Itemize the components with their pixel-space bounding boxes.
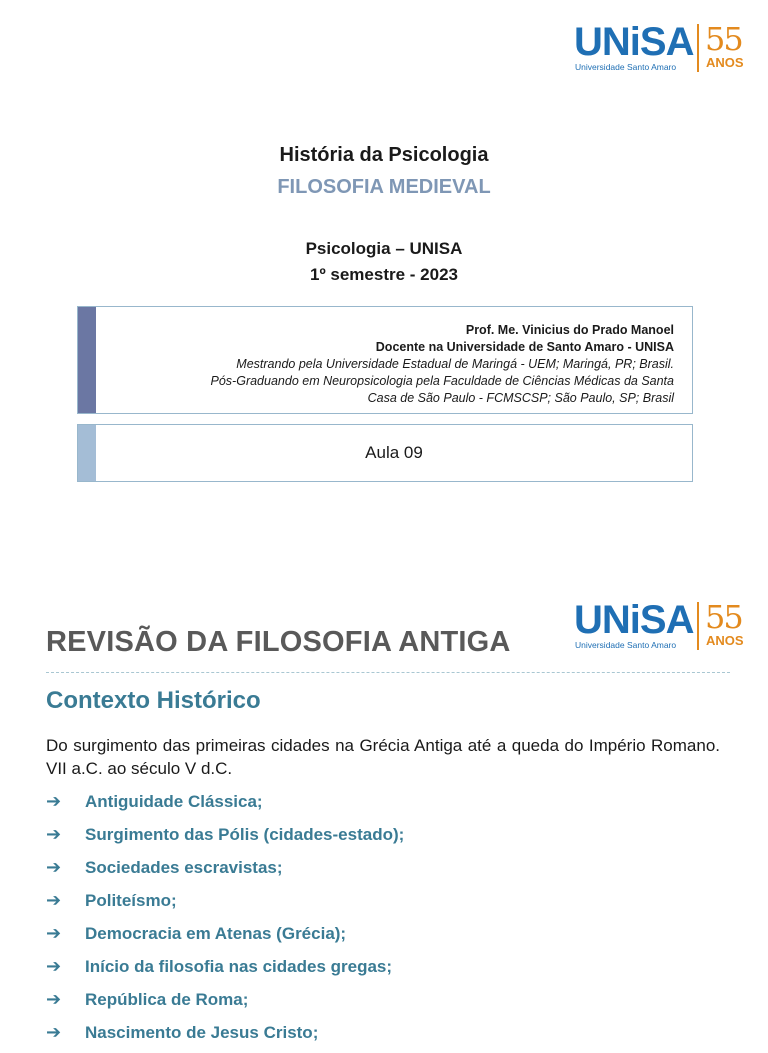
arrow-right-icon: ➔ — [46, 1022, 62, 1043]
professor-name: Prof. Me. Vinicius do Prado Manoel — [465, 323, 674, 337]
professor-credential-1: Mestrando pela Universidade Estadual de Maringá - UEM; Maringá, PR; Brasil. — [236, 357, 674, 371]
section-heading: Contexto Histórico — [46, 687, 261, 714]
course-info — [0, 236, 768, 288]
logo-name: UNiSA — [574, 20, 694, 64]
arrow-right-icon: ➔ — [46, 890, 62, 911]
logo-anniversary-number: 55 — [705, 20, 742, 58]
bullet-text: Democracia em Atenas (Grécia); — [85, 924, 347, 943]
bullet-item — [46, 822, 404, 855]
arrow-right-icon: ➔ — [46, 857, 62, 878]
bullet-text: Antiguidade Clássica; — [85, 792, 263, 811]
bullet-text: Politeísmo; — [85, 891, 177, 910]
presentation-subtitle: FILOSOFIA MEDIEVAL — [277, 176, 491, 198]
bullet-item — [46, 954, 404, 987]
unisa-55-logo — [574, 22, 746, 74]
logo-divider — [697, 602, 699, 650]
logo-subtitle: Universidade Santo Amaro — [575, 640, 677, 650]
lesson-box — [77, 424, 693, 482]
bullet-item — [46, 921, 404, 954]
professor-credential-3: Casa de São Paulo - FCMSCSP; São Paulo, SP; Brasil — [367, 391, 674, 405]
lesson-box-accent — [78, 425, 96, 481]
arrow-right-icon: ➔ — [46, 989, 62, 1010]
intro-paragraph: Do surgimento das primeiras cidades na Grécia Antiga até a queda do Império Romano. VII a.C. ao século V d.C. — [46, 736, 720, 778]
professor-box — [77, 306, 693, 414]
professor-box-accent — [78, 307, 96, 413]
bullet-text: República de Roma; — [85, 990, 249, 1009]
bullet-list — [46, 789, 404, 1053]
logo-anniversary-number: 55 — [705, 598, 742, 636]
logo-divider — [697, 24, 699, 72]
course-semester: 1º semestre - 2023 — [310, 265, 458, 284]
bullet-text: Início da filosofia nas cidades gregas; — [85, 957, 393, 976]
bullet-text: Sociedades escravistas; — [85, 858, 283, 877]
bullet-item — [46, 987, 404, 1020]
logo-name: UNiSA — [574, 598, 694, 642]
arrow-right-icon: ➔ — [46, 791, 62, 812]
arrow-right-icon: ➔ — [46, 956, 62, 977]
unisa-55-logo — [574, 600, 746, 652]
bullet-item — [46, 789, 404, 822]
professor-info — [211, 322, 674, 407]
presentation-title: História da Psicologia — [279, 144, 489, 166]
bullet-item — [46, 1020, 404, 1053]
bullet-text: Nascimento de Jesus Cristo; — [85, 1023, 319, 1042]
logo-subtitle: Universidade Santo Amaro — [575, 62, 677, 72]
arrow-right-icon: ➔ — [46, 824, 62, 845]
logo-anniversary-word: ANOS — [706, 633, 744, 648]
title-divider — [46, 672, 730, 673]
bullet-text: Surgimento das Pólis (cidades-estado); — [85, 825, 405, 844]
logo-anniversary-word: ANOS — [706, 55, 744, 70]
professor-credential-2: Pós-Graduando em Neuropsicologia pela Faculdade de Ciências Médicas da Santa — [210, 374, 674, 388]
content-slide — [0, 580, 768, 1043]
arrow-right-icon: ➔ — [46, 923, 62, 944]
bullet-item — [46, 855, 404, 888]
bullet-item — [46, 888, 404, 921]
course-name: Psicologia – UNISA — [305, 239, 463, 258]
professor-role: Docente na Universidade de Santo Amaro - UNISA — [375, 340, 674, 354]
lesson-number: Aula 09 — [365, 443, 423, 462]
slide-title: REVISÃO DA FILOSOFIA ANTIGA — [46, 626, 511, 658]
